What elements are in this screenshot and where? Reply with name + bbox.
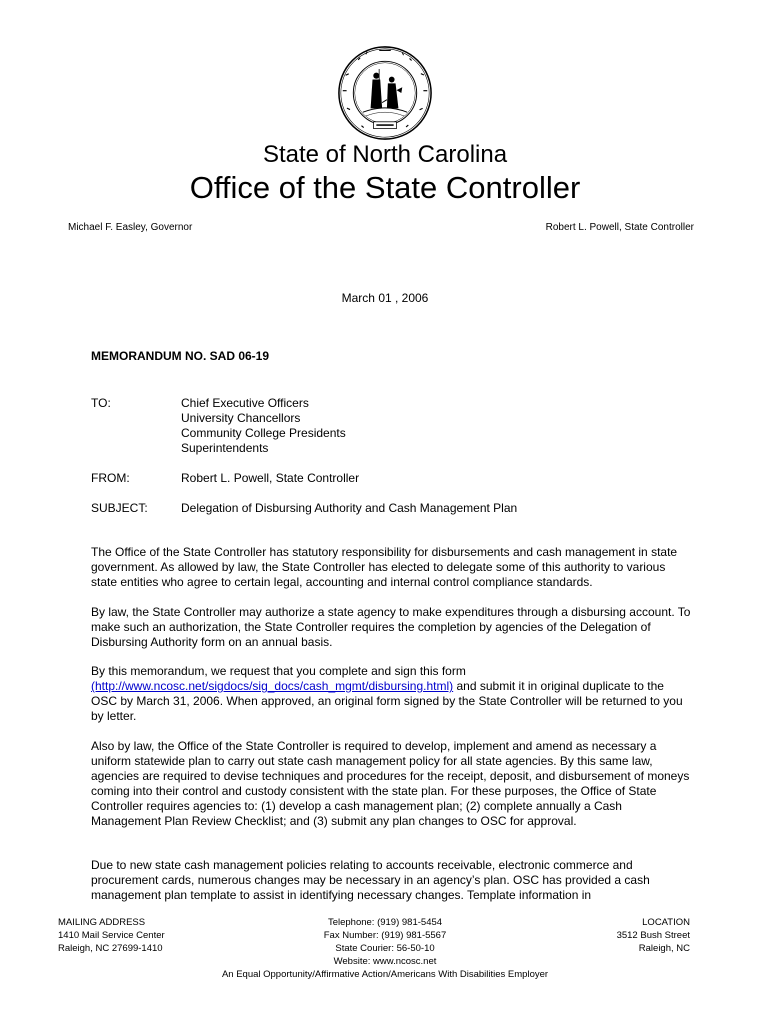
paragraph-3-intro: By this memorandum, we request that you complete and sign this form [91, 664, 466, 678]
subject-value: Delegation of Disbursing Authority and Cash Management Plan [181, 501, 518, 515]
state-name: State of North Carolina [262, 141, 508, 168]
paragraph-1: The Office of the State Controller has statutory responsibility for disbursements and cash management in state government. As allowed by law, the State Controller has elected to delegate some of this authority to various state entities who agree to certain legal, accounting and internal control compliance standards. [91, 545, 678, 589]
memo-number: MEMORANDUM NO. SAD 06-19 [91, 349, 270, 363]
eeo-statement: An Equal Opportunity/Affirmative Action/Americans With Disabilities Employer [221, 969, 549, 980]
location-address [617, 916, 690, 955]
contact-line: Website: www.ncosc.net [333, 956, 437, 967]
from-value: Robert L. Powell, State Controller [181, 471, 360, 485]
contact-line: Telephone: (919) 981-5454 [327, 917, 443, 928]
paragraph-4: Also by law, the Office of the State Controller is required to develop, implement and amend as necessary a uniform statewide plan to carry out state cash management policy for all state agencies. By this same law, agencies are required to devise techniques and procedures for the receipt, deposit, and disbursement of moneys coming into their control and custody consistent with the state plan. For these purposes, the Office of State Controller requires agencies to: (1) develop a cash management plan; (2) complete annually a Cash Management Plan Review Checklist; and (3) submit any plan changes to OSC for approval. [91, 739, 690, 828]
state-seal-logo [337, 45, 433, 141]
memo-date: March 01 , 2006 [341, 291, 429, 305]
recipient-item: Community College Presidents [181, 426, 346, 440]
to-label: TO: [91, 396, 111, 410]
recipient-item: University Chancellors [181, 411, 301, 425]
paragraph-5: Due to new state cash management policies relating to accounts receivable, electronic commerce and procurement cards, numerous changes may be necessary in an agency’s plan. OSC has provided a cash management plan template to assist in identifying necessary changes. Template information in [91, 858, 650, 902]
governor-name: Michael F. Easley, Governor [68, 222, 193, 233]
mailing-line: MAILING ADDRESS [58, 917, 146, 928]
recipient-item: Superintendents [181, 441, 269, 455]
contact-line: Fax Number: (919) 981-5567 [323, 930, 447, 941]
from-label: FROM: [91, 471, 130, 485]
mailing-line: Raleigh, NC 27699-1410 [58, 943, 163, 954]
subject-label: SUBJECT: [91, 501, 148, 515]
location-line: 3512 Bush Street [616, 930, 690, 941]
paragraph-2: By law, the State Controller may authorize a state agency to make expenditures through a disbursing account. To make such an authorization, the State Controller requires the completion by agencies of the Delegation of Disbursing Authority form on an annual basis. [91, 605, 691, 649]
location-line: LOCATION [642, 917, 690, 928]
paragraph-3 [91, 664, 691, 724]
contact-line: State Courier: 56-50-10 [335, 943, 435, 954]
office-title: Office of the State Controller [189, 170, 581, 205]
controller-name: Robert L. Powell, State Controller [545, 222, 694, 233]
mailing-line: 1410 Mail Service Center [58, 930, 165, 941]
recipient-item: Chief Executive Officers [181, 396, 309, 410]
disbursing-form-link[interactable]: (http://www.ncosc.net/sigdocs/sig_docs/cash_mgmt/disbursing.html) [91, 679, 454, 693]
location-line: Raleigh, NC [638, 943, 690, 954]
paragraph-3-body: and submit it in original duplicate to the OSC by March 31, 2006. When approved, an original form signed by the State Controller will be returned to you by letter. [91, 679, 683, 723]
